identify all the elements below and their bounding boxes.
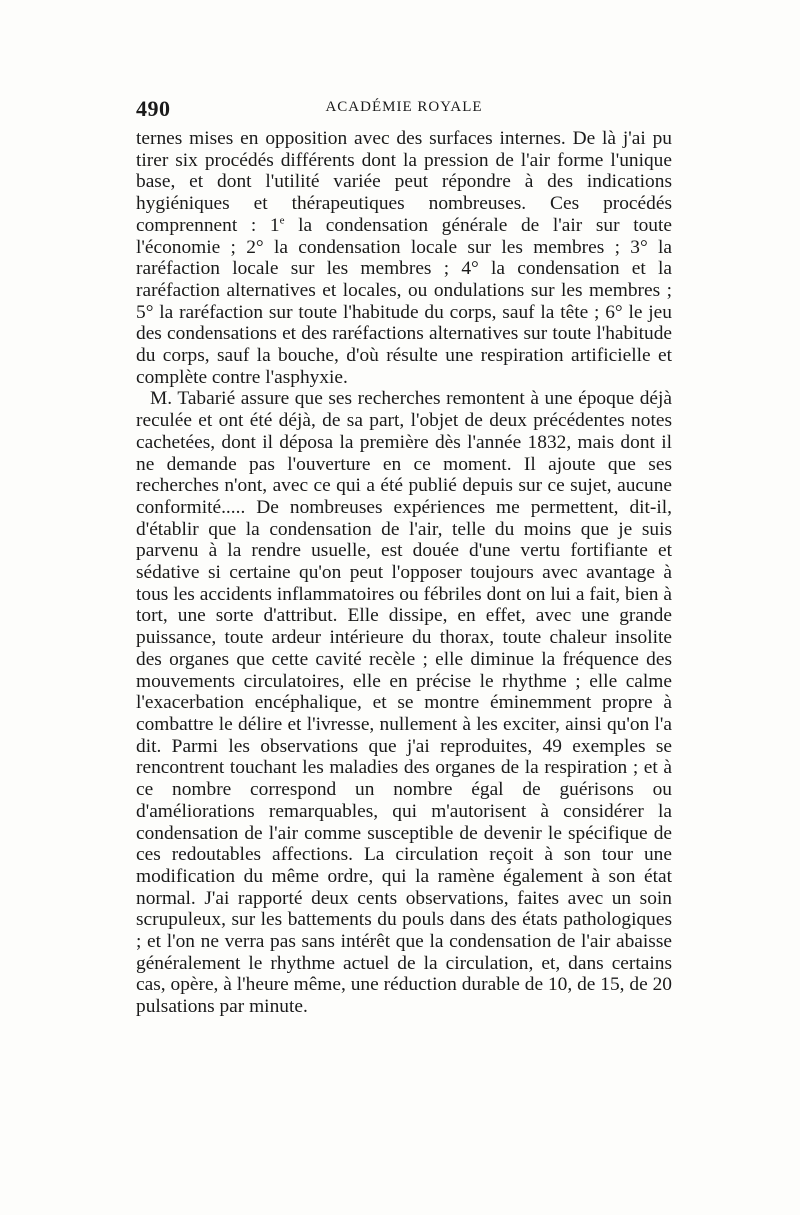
running-header	[136, 96, 672, 122]
ordinal-superscript: e	[279, 214, 285, 227]
running-title: ACADÉMIE ROYALE	[325, 99, 483, 115]
paragraph-1-part-a: ternes mises en opposition avec des surfaces internes. De là j'ai pu tirer six procédés différents dont la pression de l'air forme l'unique base, et dont l'utilité variée peut répondre à des indications hygiéniques et thérapeutiques nombreuses. Ces procédés comprennent : 1	[136, 128, 672, 236]
paragraph-1	[136, 128, 672, 388]
page-number: 490	[136, 96, 171, 121]
paragraph-2: M. Tabarié assure que ses recherches remontent à une époque déjà reculée et ont été déjà, de sa part, l'objet de deux précédentes notes cachetées, dont il déposa la première dès l'année 1832, mais dont il ne demande pas l'ouverture en ce moment. Il ajoute que ses recherches n'ont, avec ce qui a été publié depuis sur ce sujet, aucune conformité..... De nombreuses expériences me permettent, dit-il, d'établir que la condensation de l'air, telle du moins que je suis parvenu à la rendre usuelle, est douée d'une vertu fortifiante et sédative si certaine qu'on peut l'opposer toujours avec avantage à tous les accidents inflammatoires ou fébriles dont on lui a fait, bien à tort, une sorte d'attribut. Elle dissipe, en effet, avec une grande puissance, toute ardeur intérieure du thorax, toute chaleur insolite des organes que cette cavité recèle ; elle diminue la fréquence des mouvements circulatoires, elle en précise le rhythme ; elle calme l'exacerbation encéphalique, et se montre éminemment propre à combattre le délire et l'ivresse, nullement à les exciter, ainsi qu'on l'a dit. Parmi les observations que j'ai reproduites, 49 exemples se rencontrent touchant les maladies des organes de la respiration ; et à ce nombre correspond un nombre égal de guérisons ou d'améliorations remarquables, qui m'autorisent à considérer la condensation de l'air comme susceptible de devenir le spécifique de ces redoutables affections. La circulation reçoit à son tour une modification du même ordre, qui la ramène également à son état normal. J'ai rapporté deux cents observations, faites avec un soin scrupuleux, sur les battements du pouls dans des états pathologiques ; et l'on ne verra pas sans intérêt que la condensation de l'air abaisse généralement le rhythme actuel de la circulation, et, dans certains cas, opère, à l'heure même, une réduction durable de 10, de 15, de 20 pulsations par minute.	[136, 388, 672, 1018]
body-text	[136, 128, 672, 1018]
paragraph-1-part-b: la condensation générale de l'air sur toute l'économie ; 2° la condensation locale sur les membres ; 3° la raréfaction locale sur les membres ; 4° la condensation et la raréfaction alternatives et locales, ou ondulations sur les membres ; 5° la raréfaction sur toute l'habitude du corps, sauf la tête ; 6° le jeu des condensations et des raréfactions alternatives sur toute l'habitude du corps, sauf la bouche, d'où résulte une respiration artificielle et complète contre l'asphyxie.	[136, 214, 672, 388]
